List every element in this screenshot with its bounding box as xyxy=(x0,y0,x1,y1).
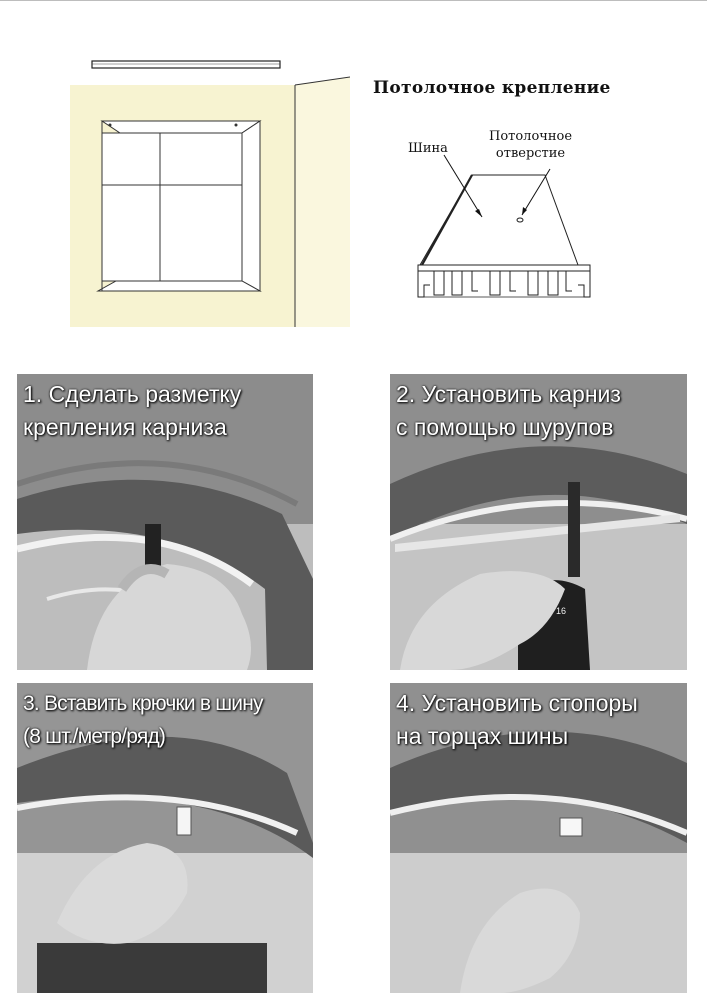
room-illustration xyxy=(70,55,350,327)
drill-marking-right: 16 xyxy=(556,606,567,616)
step-3-photo xyxy=(17,683,313,993)
section-title: Потолочное крепление xyxy=(373,78,611,98)
ceiling-hole-label: Потолочное отверстие xyxy=(489,129,573,161)
top-divider xyxy=(0,0,707,1)
step-1-caption: 1. Сделать разметку крепления карниза xyxy=(23,381,242,440)
rail-label: Шина xyxy=(408,141,448,156)
step-2-caption: 2. Установить карниз с помощью шурупов xyxy=(396,381,621,440)
step-4-photo xyxy=(390,683,687,993)
step-3-caption: 3. Вставить крючки в шину (8 шт./метр/ряд) xyxy=(23,692,263,748)
cornice-bar xyxy=(92,61,280,68)
step-1-photo xyxy=(17,374,313,670)
step-2-photo xyxy=(390,374,687,670)
step-4-caption: 4. Установить стопоры на торцах шины xyxy=(396,690,638,749)
